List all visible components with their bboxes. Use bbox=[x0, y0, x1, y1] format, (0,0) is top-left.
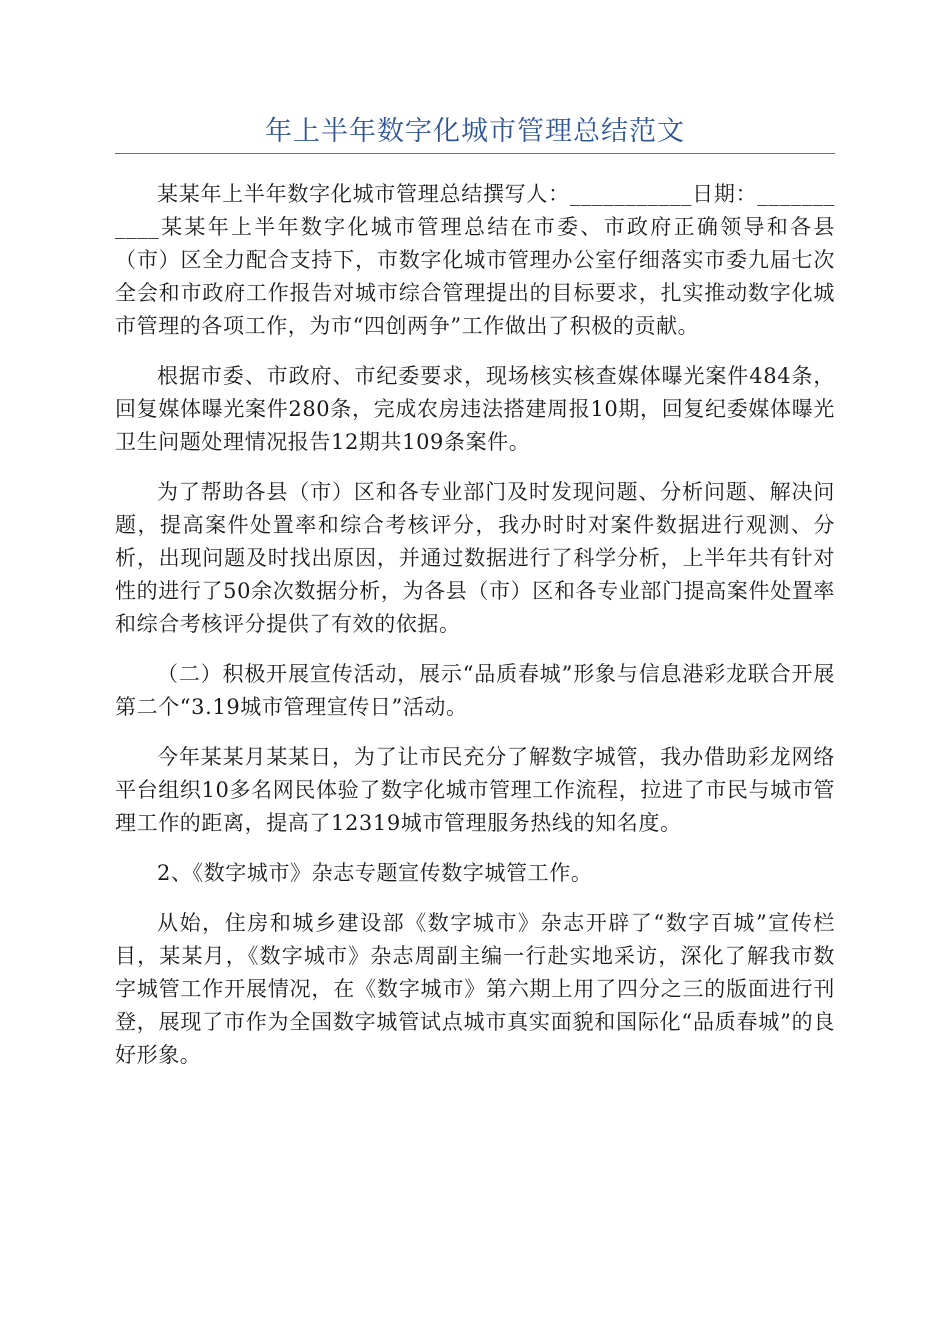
paragraph-intro: 某某年上半年数字化城市管理总结撰写人：___________日期：___________某某年上半年数字化城市管理总结在市委、市政府正确领导和各县（市）区全力配合支持下，市数字化城市管理办公室仔细落实市委九届七次全会和市政府工作报告对城市综合管理提出的目标要求，扎实推动数字化城市管理的各项工作，为市“四创两争”工作做出了积极的贡献。 bbox=[115, 182, 835, 338]
document-body bbox=[115, 178, 835, 1089]
paragraph-section-heading: （二）积极开展宣传活动，展示“品质春城”形象与信息港彩龙联合开展第二个“3.19城市管理宣传日”活动。 bbox=[115, 662, 835, 719]
paragraph-media-cases: 根据市委、市政府、市纪委要求，现场核实核查媒体曝光案件484条，回复媒体曝光案件280条，完成农房违法搭建周报10期，回复纪委媒体曝光卫生问题处理情况报告12期共109条案件。 bbox=[115, 364, 835, 454]
paragraph-magazine: 从始，住房和城乡建设部《数字城市》杂志开辟了“数字百城”宣传栏目，某某月，《数字城市》杂志周副主编一行赴实地采访，深化了解我市数字城管工作开展情况，在《数字城市》第六期上用了四分之三的版面进行刊登，展现了市作为全国数字城管试点城市真实面貌和国际化“品质春城”的良好形象。 bbox=[115, 911, 835, 1067]
title-underline bbox=[115, 153, 835, 154]
paragraph-public-event: 今年某某月某某日，为了让市民充分了解数字城管，我办借助彩龙网络平台组织10多名网民体验了数字化城市管理工作流程，拉进了市民与城市管理工作的距离，提高了12319城市管理服务热线的知名度。 bbox=[115, 745, 835, 835]
paragraph-item-2: 2、《数字城市》杂志专题宣传数字城管工作。 bbox=[157, 861, 593, 885]
paragraph-data-analysis: 为了帮助各县（市）区和各专业部门及时发现问题、分析问题、解决问题，提高案件处置率和综合考核评分，我办时时对案件数据进行观测、分析，出现问题及时找出原因，并通过数据进行了科学分析，上半年共有针对性的进行了50余次数据分析，为各县（市）区和各专业部门提高案件处置率和综合考核评分提供了有效的依据。 bbox=[115, 480, 835, 636]
document-title: 年上半年数字化城市管理总结范文 bbox=[265, 116, 685, 147]
